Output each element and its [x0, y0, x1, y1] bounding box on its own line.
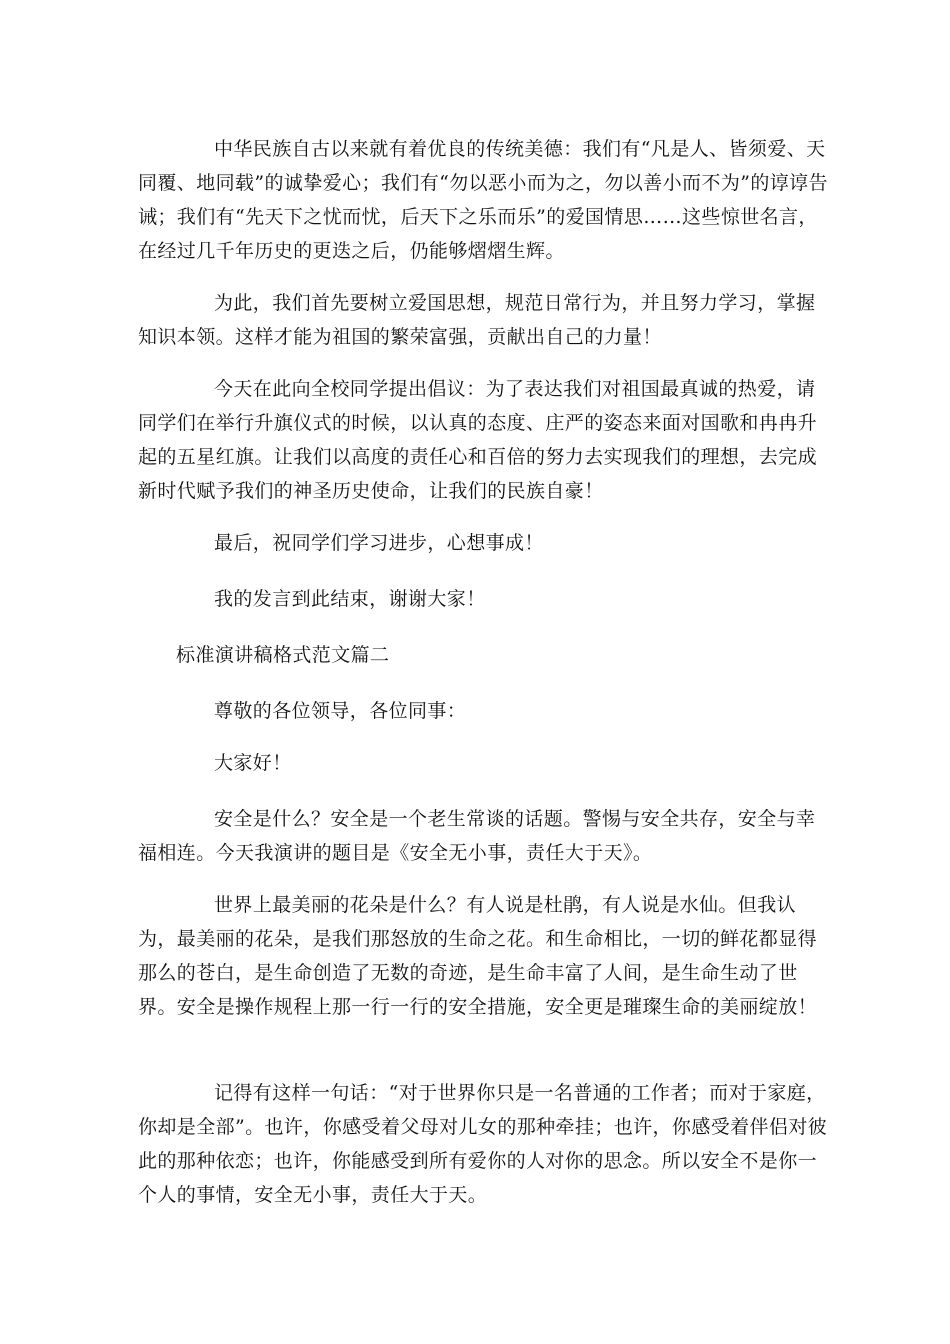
paragraph-what-is-safety: 安全是什么？安全是一个老生常谈的话题。警惕与安全共存，安全与幸福相连。今天我演讲的题目是《安全无小事，责任大于天》。: [138, 808, 816, 864]
paragraph-traditional-virtues: 中华民族自古以来就有着优良的传统美德：我们有“凡是人、皆须爱、天同覆、地同载”的诚挚爱心；我们有“勿以恶小而为之，勿以善小而不为”的谆谆告诫；我们有“先天下之忧而忧，后天下之乐而乐”的爱国情思……这些惊世名言，在经过几千年历史的更迭之后，仍能够熠熠生辉。: [138, 138, 828, 262]
paragraph-wishes: 最后，祝同学们学习进步，心想事成！: [214, 532, 544, 554]
paragraph-salutation: 尊敬的各位领导，各位同事：: [214, 700, 467, 722]
paragraph-flower-of-life: 世界上最美丽的花朵是什么？有人说是杜鹃，有人说是水仙。但我认为，最美丽的花朵，是我们那怒放的生命之花。和生命相比，一切的鲜花都显得那么的苍白，是生命创造了无数的奇迹，是生命丰富了人间，是生命生动了世界。安全是操作规程上那一行一行的安全措施，安全更是璀璨生命的美丽绽放！: [138, 894, 818, 1018]
paragraph-greeting: 大家好！: [214, 752, 292, 774]
section-heading: 标准演讲稿格式范文篇二: [176, 644, 390, 666]
paragraph-proposal: 今天在此向全校同学提出倡议：为了表达我们对祖国最真诚的热爱，请同学们在举行升旗仪式的时候，以认真的态度、庄严的姿态来面对国歌和冉冉升起的五星红旗。让我们以高度的责任心和百倍的努力去实现我们的理想，去完成新时代赋予我们的神圣历史使命，让我们的民族自豪！: [138, 378, 818, 502]
paragraph-closing: 我的发言到此结束，谢谢大家！: [214, 588, 486, 610]
paragraph-patriotism: 为此，我们首先要树立爱国思想，规范日常行为，并且努力学习，掌握知识本领。这样才能为祖国的繁荣富强，贡献出自己的力量！: [138, 292, 816, 348]
paragraph-family: 记得有这样一句话：“对于世界你只是一名普通的工作者；而对于家庭，你却是全部”。也许，你感受着父母对儿女的那种牵挂；也许，你感受着伴侣对彼此的那种依恋；也许，你能感受到所有爱你的人对你的思念。所以安全不是你一个人的事情，安全无小事，责任大于天。: [138, 1082, 828, 1206]
